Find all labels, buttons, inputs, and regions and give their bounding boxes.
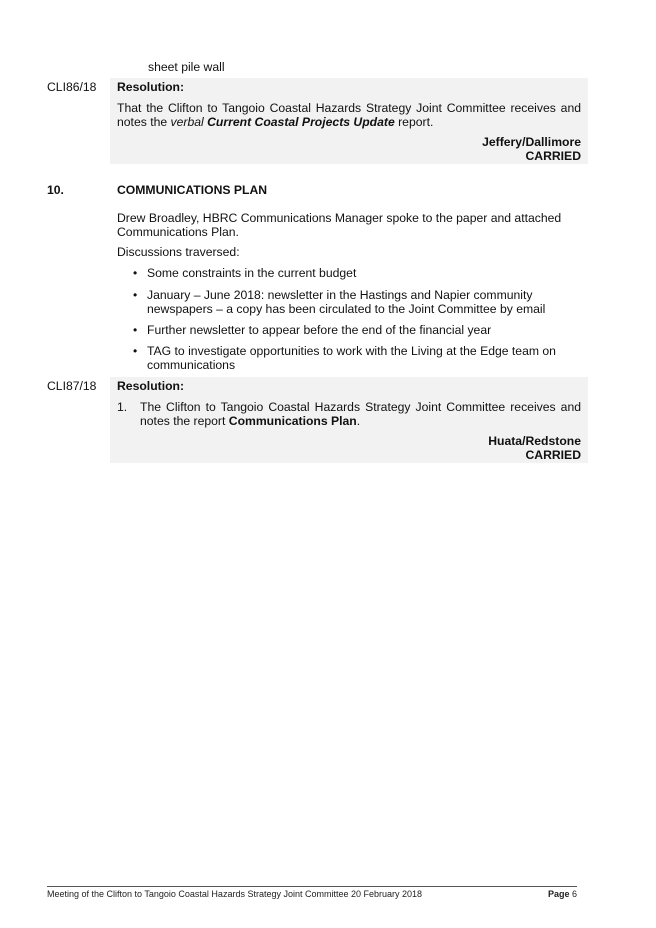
- resolution-status-1: CARRIED: [525, 149, 581, 163]
- list-item: • Further newsletter to appear before the end of the financial year: [133, 323, 578, 337]
- section-paragraph-1: Drew Broadley, HBRC Communications Manager spoke to the paper and attached Communications Plan.: [117, 211, 562, 239]
- resolution-text-1: That the Clifton to Tangoio Coastal Hazards Strategy Joint Committee receives and notes the verbal Current Coastal Projects Update report.: [117, 101, 581, 129]
- resolution-heading-1: Resolution:: [117, 80, 185, 94]
- section-title: COMMUNICATIONS PLAN: [117, 183, 268, 197]
- resolution-status-2: CARRIED: [525, 448, 581, 462]
- resolution-ref-2: CLI87/18: [47, 379, 97, 393]
- footer-page-number: [520, 889, 577, 900]
- list-item: • Some constraints in the current budget: [133, 266, 578, 280]
- continuation-text: sheet pile wall: [148, 60, 225, 74]
- list-item: • TAG to investigate opportunities to work with the Living at the Edge team on communications: [133, 344, 563, 372]
- resolution-movers-1: Jeffery/Dallimore: [482, 135, 581, 149]
- resolution-text-2: The Clifton to Tangoio Coastal Hazards Strategy Joint Committee receives and notes the report Communications Plan.: [140, 400, 581, 428]
- list-item: • January – June 2018: newsletter in the Hastings and Napier community newspapers – a copy has been circulated to the Joint Committee by email: [133, 288, 553, 316]
- section-paragraph-2: Discussions traversed:: [117, 245, 240, 259]
- section-number: 10.: [47, 183, 64, 197]
- resolution-ref-1: CLI86/18: [47, 80, 97, 94]
- resolution-heading-2: Resolution:: [117, 379, 185, 393]
- footer-page-value: 6: [571, 889, 577, 899]
- footer-rule: [47, 886, 577, 887]
- footer-meeting-text: Meeting of the Clifton to Tangoio Coastal Hazards Strategy Joint Committee 20 February 2018: [47, 889, 423, 899]
- resolution-item-number-2: 1.: [117, 400, 128, 414]
- footer-page-label: Page: [547, 889, 570, 899]
- resolution-movers-2: Huata/Redstone: [488, 434, 581, 448]
